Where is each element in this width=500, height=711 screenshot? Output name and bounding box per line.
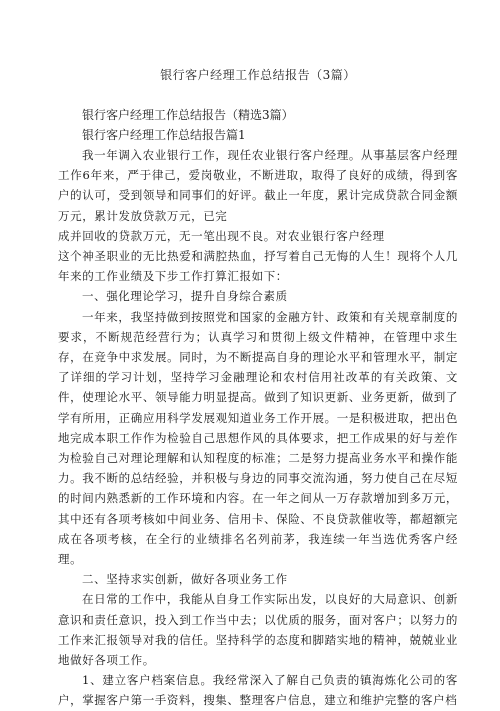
section-heading-2: 二、坚持求实创新，做好各项业务工作 xyxy=(82,572,288,587)
paragraph-item-1: 1、建立客户档案信息。我经常深入了解自己负责的镇海炼化公司的客户，掌握客户第一手资料，搜集、整理客户信息，建立和维护完整的客户档 xyxy=(58,673,458,708)
document-title: 银行客户经理工作总结报告（3篇） xyxy=(160,68,356,82)
paragraph-intro-cont-2: 这个神圣职业的无比热爱和满腔热血，抒写着自己无悔的人生！现将个人几年来的工作业绩及下步工作打算汇报如下： xyxy=(58,249,458,284)
paragraph-intro-cont: 成并回收的贷款万元，无一笔出现不良。对农业银行客户经理 xyxy=(58,228,385,243)
section-heading-1: 一、强化理论学习，提升自身综合素质 xyxy=(82,289,288,304)
subtitle-article-1: 银行客户经理工作总结报告篇1 xyxy=(82,128,246,142)
paragraph-section-2: 在日常的工作中，我能从自身工作实际出发，以良好的大局意识、创新意识和责任意识，投入到工作当中去；以优质的服务，面对客户；以努力的工作来汇报领导对我的信任。坚持科学的态度和脚踏实地的精神，兢兢业业地做好各项工作。 xyxy=(58,592,458,668)
paragraph-section-1: 一年来，我坚持做到按照党和国家的金融方针、政策和有关规章制度的要求，不断规范经营行为；认真学习和贯彻上级文件精神，在管理中求生存，在竞争中求发展。同时，为不断提高自身的理论水平和管理水平，制定了详细的学习计划，坚持学习金融理论和农村信用社改革的有关政策、文件，使理论水平、领导能力明显提高。做到了知识更新、业务更新，做到了学有所用，正确应用科学发展观知道业务工作开展。一是积极进取，把出色地完成本职工作作为检验自己思想作风的具体要求，把工作成果的好与差作为检验自己对理论理解和认知程度的标准；二是努力提高业务水平和操作能力。我不断的总结经验，并积极与身边的同事交流沟通，努力使自己在尽短的时间内熟悉新的工作环境和内容。在一年之间从一万存款增加到多万元，其中还有各项考核如中间业务、信用卡、保险、不良贷款催收等，都超额完成在各项考核，在全行的业绩排名名列前茅，我连续一年当选优秀客户经理。 xyxy=(58,309,458,567)
paragraph-intro: 我一年调入农业银行工作，现任农业银行客户经理。从事基层客户经理工作6年来，严于律己，爱岗敬业，不断进取，取得了良好的成绩，得到客户的认可，受到领导和同事们的好评。截止一年度，累计完成贷款合同金额万元，累计发放贷款万元，已完 xyxy=(58,148,458,223)
subtitle-selected: 银行客户经理工作总结报告（精选3篇） xyxy=(82,108,294,122)
